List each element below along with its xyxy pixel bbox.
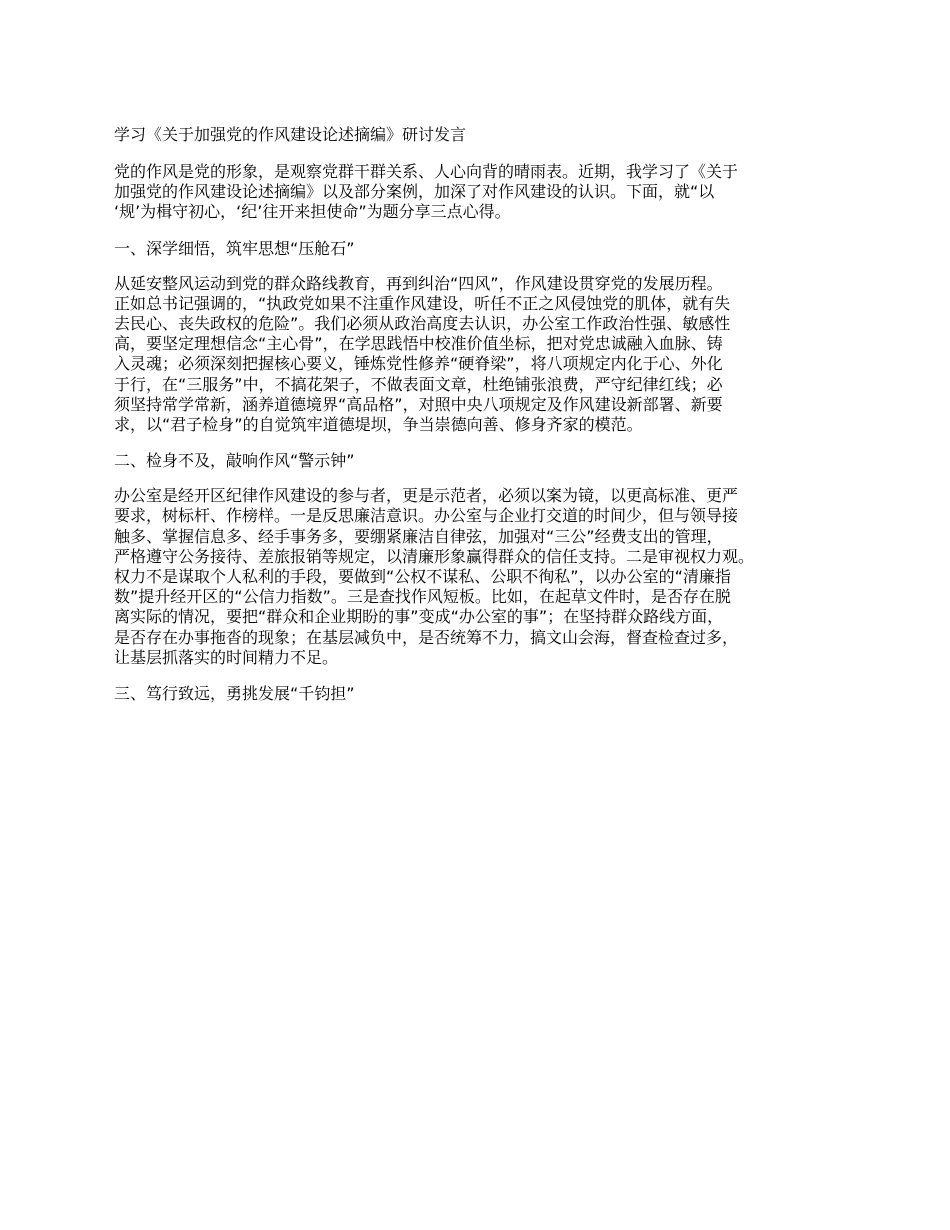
text-line: 要求，树标杆、作榜样。一是反思廉洁意识。办公室与企业打交道的时间少，但与领导接 xyxy=(114,506,739,526)
section-paragraph-2 xyxy=(114,486,854,668)
text-line: 办公室是经开区纪律作风建设的参与者，更是示范者，必须以案为镜，以更高标准、更严 xyxy=(114,486,739,506)
text-line: ‘规’为楫守初心，‘纪’往开来担使命”为题分享三点心得。 xyxy=(114,202,511,222)
text-line: 从延安整风运动到党的群众路线教育，再到纠治“四风”，作风建设贯穿党的发展历程。 xyxy=(114,273,723,293)
section-heading-2: 二、检身不及，敲响作风“警示钟” xyxy=(114,451,355,471)
text-line: 党的作风是党的形象，是观察党群干群关系、人心向背的晴雨表。近期，我学习了《关于 xyxy=(114,162,739,181)
text-line: 触多、掌握信息多、经手事务多，要绷紧廉洁自律弦，加强对“三公”经费支出的管理， xyxy=(114,526,723,546)
document-title: 学习《关于加强党的作风建设论述摘编》研讨发言 xyxy=(114,125,467,144)
text-line: 正如总书记强调的，“执政党如果不注重作风建设，听任不正之风侵蚀党的肌体，就有失 xyxy=(114,293,731,313)
text-line: 加强党的作风建设论述摘编》以及部分案例，加深了对作风建设的认识。下面，就“以 xyxy=(114,182,715,202)
text-line: 数”提升经开区的“公信力指数”。三是查找作风短板。比如，在起草文件时，是否存在脱 xyxy=(114,587,731,607)
text-line: 权力不是谋取个人私利的手段，要做到“公权不谋私、公职不徇私”，以办公室的“清廉指 xyxy=(114,567,731,587)
text-line: 入灵魂；必须深刻把握核心要义，锤炼党性修养“硬脊梁”，将八项规定内化于心、外化 xyxy=(114,354,723,374)
text-line: 去民心、丧失政权的危险”。我们必须从政治高度去认识，办公室工作政治性强、敏感性 xyxy=(114,314,731,334)
text-line: 于行，在“三服务”中，不搞花架子，不做表面文章，杜绝铺张浪费，严守纪律红线；必 xyxy=(114,374,723,394)
text-line: 求，以“君子检身”的自觉筑牢道德堤坝，争当崇德向善、修身齐家的模范。 xyxy=(114,415,643,435)
text-line: 是否存在办事拖沓的现象；在基层减负中，是否统筹不力，搞文山会海，督查检查过多， xyxy=(114,627,739,647)
text-line: 严格遵守公务接待、差旅报销等规定，以清廉形象赢得群众的信任支持。二是审视权力观。 xyxy=(114,546,755,566)
text-line: 离实际的情况，要把“群众和企业期盼的事”变成“办公室的事”；在坚持群众路线方面， xyxy=(114,607,724,627)
text-line: 让基层抓落实的时间精力不足。 xyxy=(114,647,339,667)
document-page xyxy=(114,124,854,719)
text-line: 须坚持常学常新，涵养道德境界“高品格”，对照中央八项规定及作风建设新部署、新要 xyxy=(114,394,723,414)
section-heading-3: 三、笃行致远，勇挑发展“千钧担” xyxy=(114,684,355,704)
intro-paragraph xyxy=(114,162,854,223)
text-line: 高，要坚定理想信念“主心骨”，在学思践悟中校准价值坐标，把对党忠诚融入血脉、铸 xyxy=(114,334,723,354)
section-heading-1: 一、深学细悟，筑牢思想“压舱石” xyxy=(114,238,355,258)
section-paragraph-1 xyxy=(114,274,854,436)
